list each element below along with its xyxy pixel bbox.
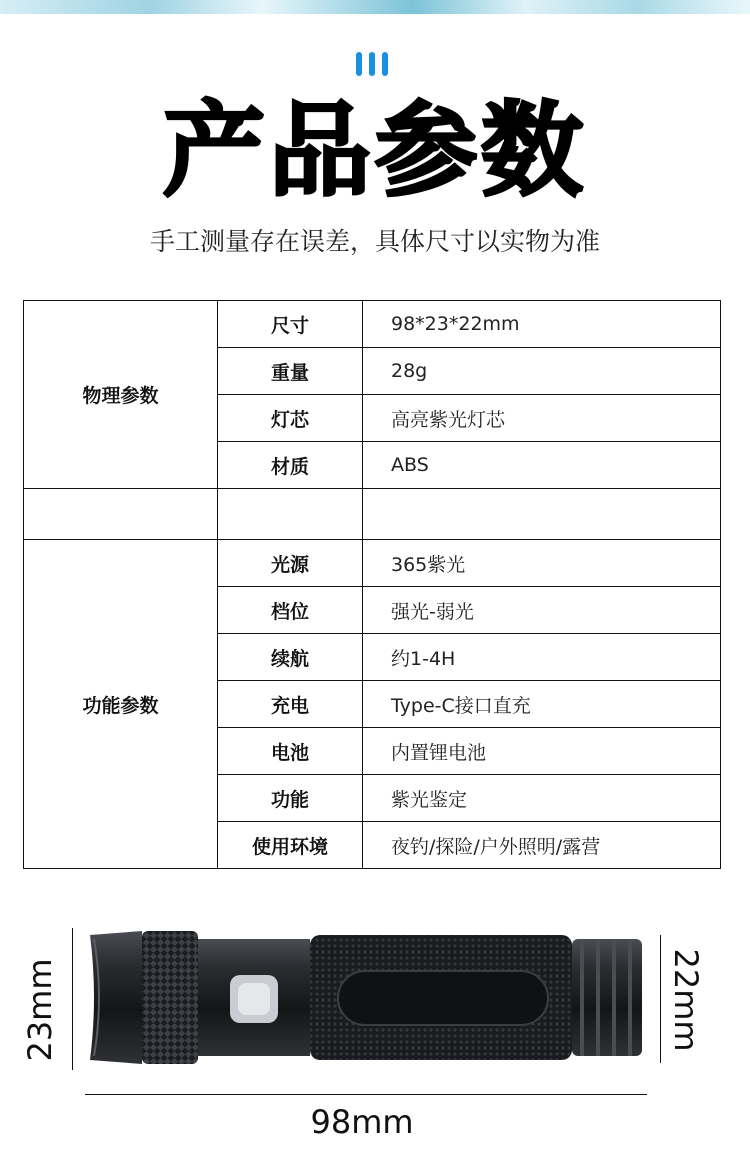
spec-key: 充电 [218,681,363,728]
height-dimension-line [72,928,73,1070]
group-physical: 物理参数 [24,301,218,489]
top-banner [0,0,750,14]
spec-value: 高亮紫光灯芯 [363,395,721,442]
width-dimension-line [660,935,661,1063]
spec-value: 365紫光 [363,540,721,587]
table-row [24,301,721,348]
spec-value: 98*23*22mm [363,301,721,348]
spec-value: 强光-弱光 [363,587,721,634]
page-subtitle: 手工测量存在误差，具体尺寸以实物为准 [149,227,600,256]
table-row [24,540,721,587]
title-accent-bars [356,52,396,78]
spec-key: 续航 [218,634,363,681]
spec-key: 电池 [218,728,363,775]
spec-value: 夜钓/探险/户外照明/露营 [363,822,721,869]
table-spacer-row [24,489,721,540]
flashlight-icon [80,925,655,1070]
spec-value: ABS [363,442,721,489]
spec-value: 内置锂电池 [363,728,721,775]
spec-value: Type-C接口直充 [363,681,721,728]
spec-value: 约1-4H [363,634,721,681]
spec-key: 档位 [218,587,363,634]
empty-cell [218,489,363,540]
height-dimension-label: 23mm [21,958,59,1062]
spec-key: 光源 [218,540,363,587]
empty-cell [363,489,721,540]
width-dimension-label: 22mm [667,948,705,1052]
group-function: 功能参数 [24,540,218,869]
page-title: 产品参数 [163,92,587,211]
spec-key: 使用环境 [218,822,363,869]
spec-key: 尺寸 [218,301,363,348]
length-dimension-label: 98mm [310,1103,414,1141]
spec-key: 功能 [218,775,363,822]
spec-key: 重量 [218,348,363,395]
empty-cell [24,489,218,540]
spec-key: 灯芯 [218,395,363,442]
length-dimension-line [85,1094,647,1095]
spec-table [23,300,721,869]
spec-key: 材质 [218,442,363,489]
spec-value: 紫光鉴定 [363,775,721,822]
spec-value: 28g [363,348,721,395]
